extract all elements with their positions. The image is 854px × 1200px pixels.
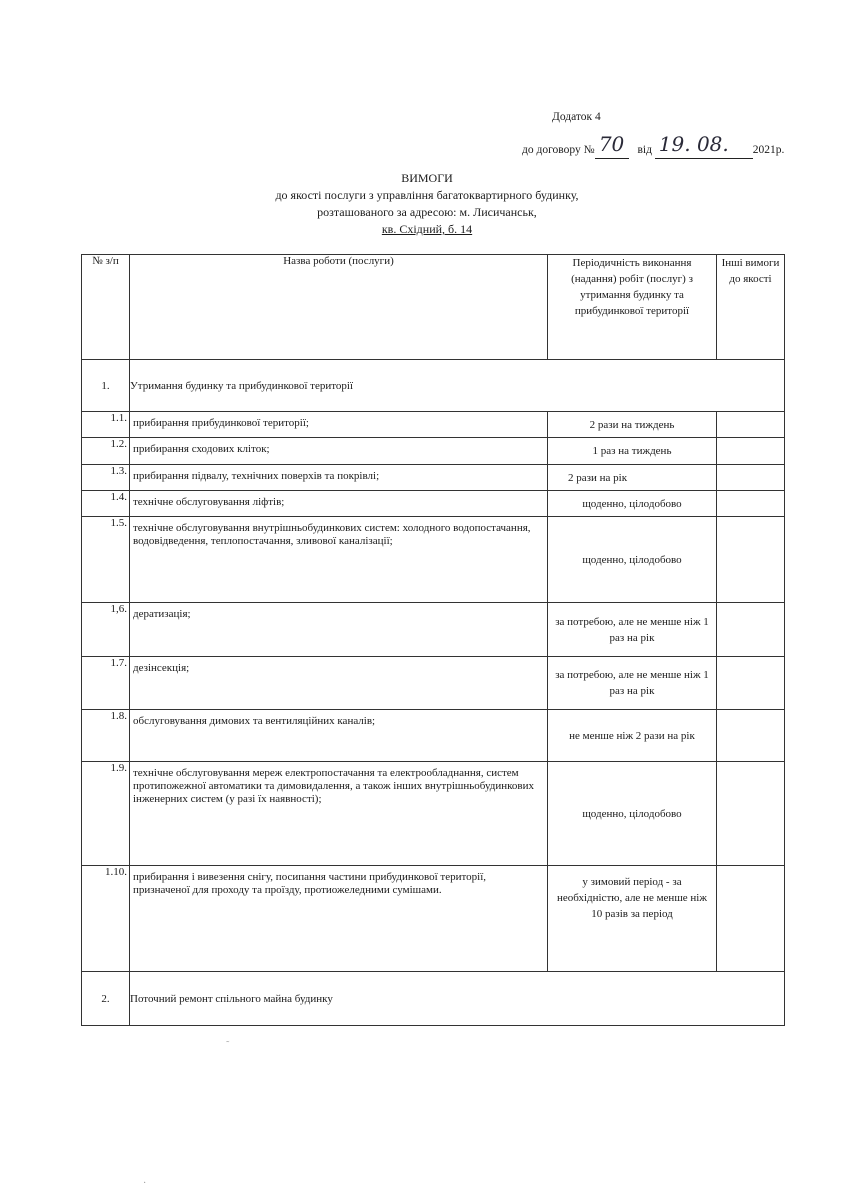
section-number: 2. — [82, 972, 130, 1026]
col-header-other: Інші вимоги до якості — [717, 255, 785, 360]
row-other — [717, 762, 785, 866]
row-name: технічне обслуговування мереж електропостачання та електрообладнання, систем протипожежної автоматики та димовидалення, а також інших внутрішньобудинкових інженерних систем (у разі їх наявності); — [130, 762, 548, 866]
row-number: 1.7. — [82, 657, 130, 710]
contract-date-field — [655, 134, 753, 159]
contract-year: 2021р. — [752, 144, 785, 156]
section-title: Поточний ремонт спільного майна будинку — [130, 972, 785, 1026]
document-subtitle-line2: розташованого за адресою: м. Лисичанськ, — [317, 205, 537, 219]
contract-prefix: до договору № — [522, 144, 595, 156]
row-number: 1.5. — [82, 517, 130, 603]
row-name: прибирання підвалу, технічних поверхів та покрівлі; — [130, 465, 548, 491]
row-periodicity: 1 раз на тиждень — [548, 438, 717, 465]
annex-label: Додаток 4 — [552, 111, 601, 123]
row-periodicity: щоденно, цілодобово — [548, 491, 717, 517]
row-other — [717, 517, 785, 603]
row-periodicity: щоденно, цілодобово — [548, 517, 717, 603]
row-periodicity: у зимовий період - за необхідністю, але не менше ніж 10 разів за період — [548, 866, 717, 972]
scan-speck: · — [143, 1178, 147, 1189]
table-row — [82, 412, 785, 438]
row-other — [717, 491, 785, 517]
table-row — [82, 657, 785, 710]
contract-date: 19. 08. — [658, 132, 729, 156]
row-other — [717, 657, 785, 710]
document-address — [0, 222, 854, 237]
row-periodicity: щоденно, цілодобово — [548, 762, 717, 866]
row-name: технічне обслуговування ліфтів; — [130, 491, 548, 517]
col-header-periodicity: Періодичність виконання (надання) робіт (послуг) з утримання будинку та прибудинкової території — [548, 255, 717, 360]
row-name: прибирання сходових кліток; — [130, 438, 548, 465]
col-header-num: № з/п — [82, 255, 130, 360]
table-row — [82, 465, 785, 491]
table-row — [82, 438, 785, 465]
row-name: обслуговування димових та вентиляційних каналів; — [130, 710, 548, 762]
section-row — [82, 360, 785, 412]
row-periodicity: за потребою, але не менше ніж 1 раз на рік — [548, 657, 717, 710]
row-other — [717, 710, 785, 762]
row-number: 1.8. — [82, 710, 130, 762]
row-periodicity: за потребою, але не менше ніж 1 раз на рік — [548, 603, 717, 657]
scan-speck: ˜ — [226, 1040, 230, 1051]
row-name: дезінсекція; — [130, 657, 548, 710]
row-periodicity: не менше ніж 2 рази на рік — [548, 710, 717, 762]
row-other — [717, 465, 785, 491]
contract-number-field — [595, 134, 629, 159]
row-periodicity: 2 рази на рік — [548, 465, 717, 491]
document-subtitle-line1: до якості послуги з управління багатоквартирного будинку, — [275, 188, 579, 202]
row-other — [717, 866, 785, 972]
col-header-name: Назва роботи (послуги) — [130, 255, 548, 360]
date-prefix: від — [637, 144, 652, 156]
table-row — [82, 762, 785, 866]
row-name: прибирання прибудинкової території; — [130, 412, 548, 438]
table-row — [82, 491, 785, 517]
row-number: 1.9. — [82, 762, 130, 866]
row-other — [717, 603, 785, 657]
table-header-row — [82, 255, 785, 360]
requirements-table — [81, 254, 785, 1026]
table-row — [82, 710, 785, 762]
contract-number: 70 — [598, 132, 625, 156]
row-other — [717, 412, 785, 438]
row-name: прибирання і вивезення снігу, посипання частини прибудинкової території, призначеної для проходу та проїзду, протиожеледними сумішами. — [130, 866, 548, 972]
table-row — [82, 866, 785, 972]
section-title: Утримання будинку та прибудинкової території — [130, 360, 785, 412]
row-number: 1,6. — [82, 603, 130, 657]
row-name: дератизація; — [130, 603, 548, 657]
row-other — [717, 438, 785, 465]
row-number: 1.10. — [82, 866, 130, 972]
row-number: 1.4. — [82, 491, 130, 517]
row-number: 1.2. — [82, 438, 130, 465]
section-number: 1. — [82, 360, 130, 412]
address-text: кв. Східний, б. 14 — [381, 222, 473, 236]
row-periodicity: 2 рази на тиждень — [548, 412, 717, 438]
table-row — [82, 603, 785, 657]
row-number: 1.1. — [82, 412, 130, 438]
section-row — [82, 972, 785, 1026]
row-name: технічне обслуговування внутрішньобудинкових систем: холодного водопостачання, водовідведення, теплопостачання, зливової каналізації; — [130, 517, 548, 603]
contract-line — [522, 134, 784, 159]
row-number: 1.3. — [82, 465, 130, 491]
document-heading: ВИМОГИ — [401, 171, 453, 185]
table-row — [82, 517, 785, 603]
